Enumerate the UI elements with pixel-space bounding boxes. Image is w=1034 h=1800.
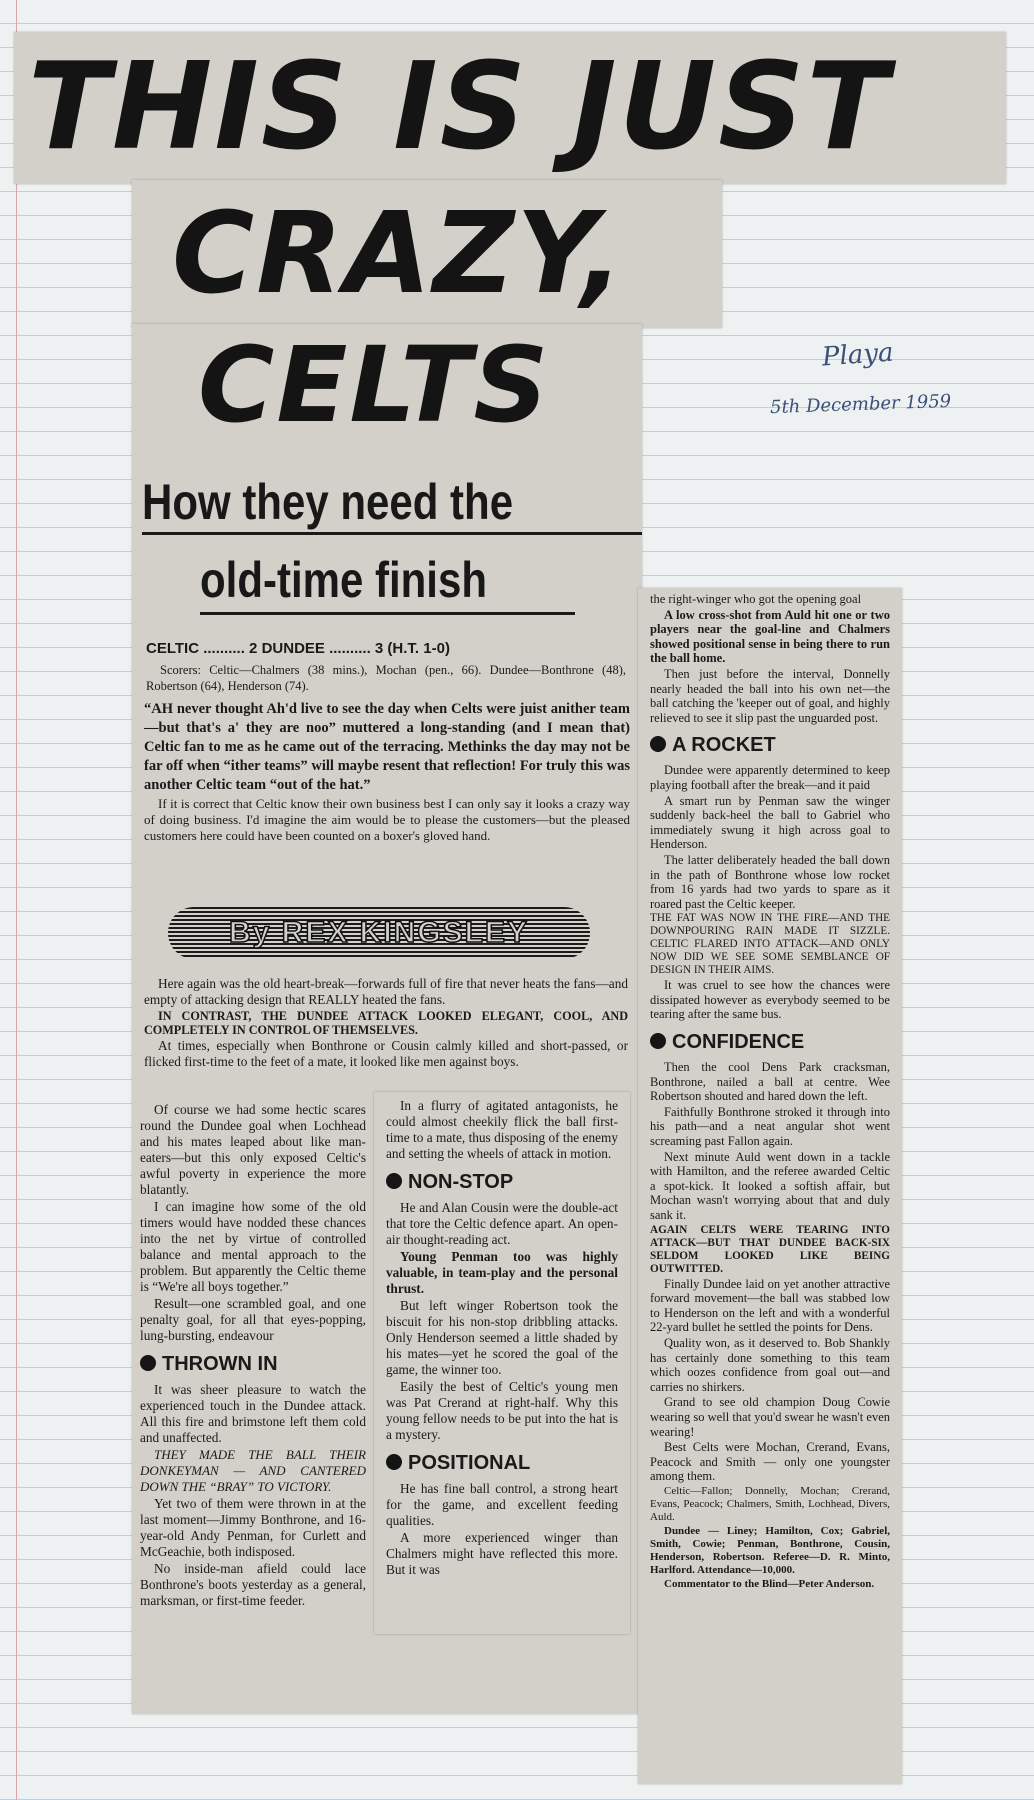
col2-paragraph-6: He has fine ball control, a strong heart for the game, and excellent feeding qualities.	[386, 1481, 618, 1528]
col3-paragraph-14: Grand to see old champion Doug Cowie wearing so well that you'd swear he wasn't even wearing!	[650, 1395, 890, 1439]
col3-teams-celtic: Celtic—Fallon; Donnelly, Mochan; Crerand, Evans, Peacock; Chalmers, Smith, Lochhead, Divers, Auld.	[650, 1484, 890, 1523]
bullet-icon	[140, 1355, 156, 1371]
notebook-margin-line	[16, 0, 17, 1800]
bullet-icon	[650, 1033, 666, 1049]
col3-heading-2-text: CONFIDENCE	[672, 1031, 805, 1054]
intro-block	[144, 700, 630, 845]
col3-paragraph-9: Faithfully Bonthrone stroked it through into his path—and a neat angular shot went screaming past Fallon again.	[650, 1104, 890, 1149]
col1-section-heading	[140, 1352, 366, 1376]
col3-paragraph-15: Best Celts were Mochan, Crerand, Evans, Peacock and Smith — only one youngster among them.	[650, 1440, 890, 1484]
col3-paragraph-8: Then the cool Dens Park cracksman, Bonthrone, nailed a ball at centre. Wee Robertson shouted and hared down the left.	[650, 1060, 890, 1104]
col3-teams-dundee: Dundee — Liney; Hamilton, Cox; Gabriel, Smith, Cowie; Penman, Bonthrone, Cousin, Henderson, Robertson. Referee—D. R. Minto, Harlford. Attendance—10,000.	[650, 1524, 890, 1576]
intro-paragraph-2: If it is correct that Celtic know their own business best I can only say it looks a crazy way of doing business. I'd imagine the aim would be to please the customers—but the pleased customers here could have been counted on a boxer's gloved hand.	[144, 796, 630, 843]
col1-paragraph-7: No inside-man afield could lace Bonthrone's boots yesterday as a general, marksman, or first-time feeder.	[140, 1561, 366, 1608]
byline-text: By REX KINGSLEY	[228, 916, 530, 949]
col3-paragraph-0: the right-winger who got the opening goal	[650, 592, 862, 606]
col3-heading-1-text: A ROCKET	[672, 734, 776, 757]
col3-paragraph-5: The latter deliberately headed the ball down in the path of Bonthrone whose low rocket from 16 yards had two yards to spare as it roared past the Celtic keeper.	[650, 852, 890, 911]
headline-line-1: THIS IS JUST	[28, 38, 891, 177]
bullet-icon	[650, 736, 666, 752]
col2-paragraph-2: He and Alan Cousin were the double-act that tore the Celtic defence apart. An open-air thought-reading act.	[386, 1200, 618, 1247]
headline-clip-2	[132, 180, 722, 328]
col3-paragraph-11: AGAIN CELTS WERE TEARING INTO ATTACK—BUT THAT DUNDEE BACK-SIX SELDOM LOOKED LIKE BEING OUTWITTED.	[650, 1223, 890, 1275]
col3-paragraph-3: Dundee were apparently determined to keep playing football after the break—and it paid	[650, 763, 890, 792]
col3-section-heading-1	[650, 733, 890, 757]
col2-paragraph-5: Easily the best of Celtic's young men was Pat Crerand at right-half. Why this young fellow needs to be put into the hat is a mystery.	[386, 1379, 618, 1442]
col2-section-heading-2	[386, 1451, 618, 1475]
col3-section-heading-2	[650, 1030, 890, 1054]
col3-paragraph-4: A smart run by Penman saw the winger suddenly back-heel the ball to Gabriel who immediately swung it high across goal to Henderson.	[650, 793, 890, 852]
scorers-line	[146, 662, 626, 695]
wide-paragraphs	[144, 976, 628, 1071]
col3-paragraph-12: Finally Dundee laid on yet another attractive forward movement—the ball was stabbed low to Henderson on the left and with a wonderful 22-yard bullet he settled the points for Dens.	[650, 1276, 890, 1335]
col2-paragraph-3: Young Penman too was highly valuable, in team-play and the personal thrust.	[386, 1249, 618, 1296]
col3-paragraph-6: THE FAT WAS NOW IN THE FIRE—AND THE DOWNPOURING RAIN MADE IT SIZZLE. CELTIC FLARED INTO ATTACK—AND ONLY NOW DID WE SEE SOME SEMBLANCE OF DESIGN IN THEIR AIMS.	[650, 912, 890, 977]
subheadline-line-1: How they need the	[142, 474, 514, 530]
intro-lead: “AH never thought Ah'd live to see the day when Celts were juist anither team—but that's a' they are noo” muttered a long-standing (and I mean that) Celtic fan to me as he came out of the terracing. Methinks the day may not be far off when “ither teams” will maybe resent that reflection! For truly this was another Celtic team “out of the hat.”	[144, 701, 630, 793]
wide-paragraph-1: Here again was the old heart-break—forwards full of fire that never heats the fans—and empty of attacking design that REALLY heated the fans.	[144, 976, 628, 1007]
scorers-text: Scorers: Celtic—Chalmers (38 mins.), Mochan (pen., 66). Dundee—Bonthrone (48), Robertson (64), Henderson (74).	[146, 663, 626, 693]
col1-heading-text: THROWN IN	[162, 1353, 278, 1375]
col3-paragraph-10: Next minute Auld went down in a tackle with Hamilton, and the referee awarded Celtic a spot-kick. It looked a softish affair, but Mochan wasn't worrying about that and duly sank it.	[650, 1149, 890, 1222]
col1-paragraph-3: Result—one scrambled goal, and one penalty goal, for all that eyes-popping, lung-bursting, endeavour	[140, 1296, 366, 1343]
handwritten-source: Playa	[821, 337, 895, 373]
col2-section-heading-1	[386, 1170, 618, 1194]
bullet-icon	[386, 1454, 402, 1470]
column-3	[650, 592, 890, 1592]
col2-heading-2-text: POSITIONAL	[408, 1452, 531, 1474]
column-2	[386, 1098, 618, 1579]
byline-banner	[168, 907, 590, 959]
col2-heading-1-text: NON-STOP	[408, 1171, 514, 1193]
wide-paragraph-3: At times, especially when Bonthrone or Cousin calmly killed and short-passed, or flicked first-time to the feet of a mate, it looked like men against boys.	[144, 1038, 628, 1069]
col3-paragraph-1: A low cross-shot from Auld hit one or two players near the goal-line and Chalmers showed positional sense in being there to run the ball home.	[650, 607, 890, 666]
subheadline-underline-2	[200, 612, 575, 615]
col1-paragraph-6: Yet two of them were thrown in at the last moment—Jimmy Bonthrone, and 16-year-old Andy Penman, for Curlett and McGeachie, both indisposed.	[140, 1496, 366, 1559]
col2-paragraph-1: In a flurry of agitated antagonists, he could almost cheekily flick the ball first-time to a mate, thus disposing of the enemy and setting the wheels of attack in motion.	[386, 1098, 618, 1161]
col3-commentator: Commentator to the Blind—Peter Anderson.	[664, 1577, 875, 1590]
wide-paragraph-2: IN CONTRAST, THE DUNDEE ATTACK LOOKED ELEGANT, COOL, AND COMPLETELY IN CONTROL OF THEMSELVES.	[144, 1009, 628, 1037]
col1-paragraph-5: THEY MADE THE BALL THEIR DONKEYMAN — AND CANTERED DOWN THE “BRAY” TO VICTORY.	[140, 1447, 366, 1494]
headline-clip-1	[14, 32, 1006, 184]
col1-paragraph-2: I can imagine how some of the old timers would have nodded these chances into the net by virtue of controlled balance and mental approach to the problem. But apparently the Celtic theme is “We're all boys together.”	[140, 1199, 366, 1294]
col3-paragraph-13: Quality won, as it deserved to. Bob Shankly has certainly done something to this team which oozes confidence from goal out—and carries no shirkers.	[650, 1335, 890, 1394]
col3-paragraph-2: Then just before the interval, Donnelly nearly headed the ball into his own net—the ball catching the 'keeper out of goal, and highly relieved to see it slip past the unguarded post.	[650, 666, 890, 725]
col2-paragraph-4: But left winger Robertson took the biscuit for his non-stop dribbling attacks. Only Henderson seemed a little shaded by his mates—yet he scored the goal of the game, the winner too.	[386, 1298, 618, 1377]
score-line: CELTIC .......... 2 DUNDEE .......... 3 (H.T. 1-0)	[146, 640, 450, 657]
col1-paragraph-1: Of course we had some hectic scares round the Dundee goal when Lochhead and his mates leaped about like man-eaters—but this only exposed Celtic's awful poverty in experience the more blatantly.	[140, 1102, 366, 1197]
col3-paragraph-7: It was cruel to see how the chances were dissipated however as everybody seemed to be tearing after the same bus.	[650, 978, 890, 1022]
headline-line-3: CELTS	[198, 324, 551, 446]
subheadline-line-2: old-time finish	[200, 552, 487, 608]
headline-line-2: CRAZY,	[172, 189, 626, 319]
bullet-icon	[386, 1173, 402, 1189]
column-1	[140, 1102, 366, 1610]
handwritten-date: 5th December 1959	[769, 390, 952, 419]
subheadline-underline-1	[142, 532, 642, 535]
col2-paragraph-7: A more experienced winger than Chalmers might have reflected this more. But it was	[386, 1530, 618, 1577]
col1-paragraph-4: It was sheer pleasure to watch the experienced touch in the Dundee attack. All this fire and brimstone left them cold and unaffected.	[140, 1382, 366, 1445]
